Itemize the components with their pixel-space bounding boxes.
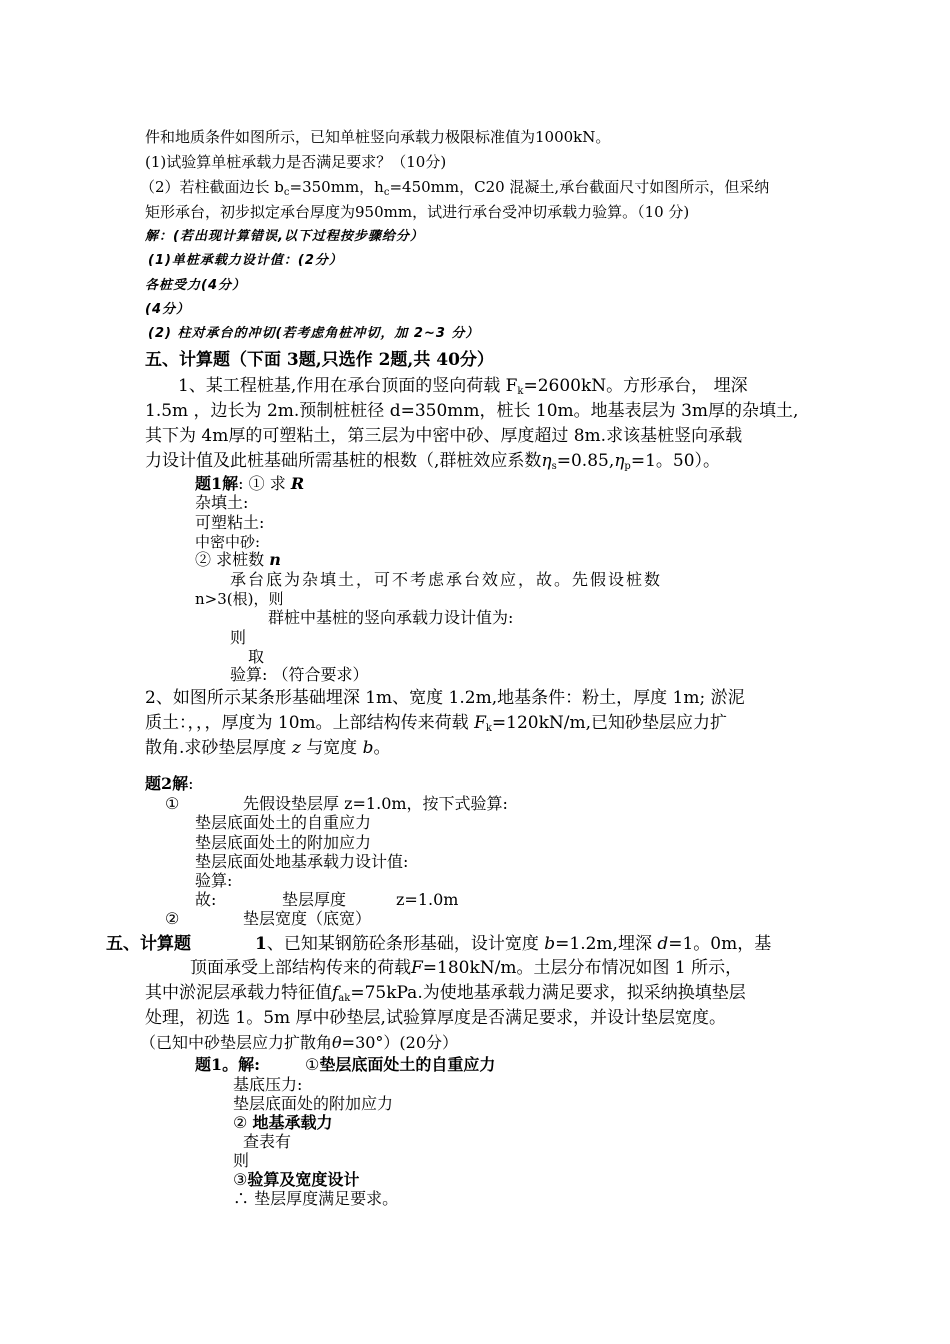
problem-text: 质土：，，，厚度为 10m。上部结构传来荷载 $F_k=120kN/m$,已知砂垫层应力扩 <box>145 713 728 734</box>
text-line: (1)试验算单桩承载力是否满足要求？（10分) <box>145 153 447 171</box>
answer-heading: 题1。解: <box>195 1055 261 1074</box>
answer-heading: 题1解: ① 求 R <box>195 474 305 493</box>
problem-text: （已知中砂垫层应力扩散角θ=30°）(20分） <box>140 1033 459 1052</box>
answer-line: 取 <box>248 647 265 666</box>
text-line: 件和地质条件如图所示，已知单桩竖向承载力极限标准值为1000kN。 <box>145 128 611 146</box>
answer-line: 查表有 <box>243 1132 292 1151</box>
answer-line: ② <box>165 909 180 928</box>
solution-heading: 解：(若出现计算错误,以下过程按步骤给分） <box>145 229 424 244</box>
problem-text: 力设计值及此桩基础所需基桩的根数（,群桩效应系数$\eta_s=0.85,\eta_p=1$。50）。 <box>145 451 721 472</box>
answer-line: ① <box>165 794 180 813</box>
answer-line: 群桩中基桩的竖向承载力设计值为: <box>268 608 514 627</box>
answer-line: 基底压力: <box>233 1075 303 1094</box>
answer-line: 中密中砂: <box>195 533 261 551</box>
answer-line: 垫层底面处的附加应力 <box>233 1094 394 1113</box>
problem-text: 处理，初选 1。5m 厚中砂垫层,试验算厚度是否满足要求，并设计垫层宽度。 <box>145 1008 726 1028</box>
problem-text: 2、如图所示某条形基础埋深 1m、宽度 1.2m,地基条件：粉土，厚度 1m; 淤泥 <box>145 688 745 708</box>
solution-step: 各桩受力(4分） <box>145 278 246 293</box>
problem-text: 其下为 4m厚的可塑粘土，第三层为中密中砂、厚度超过 8m.求该基桩竖向承载 <box>145 426 743 446</box>
answer-line: 验算: （符合要求） <box>230 665 369 684</box>
problem-text: 其中淤泥层承载力特征值$f_{ak}=75kPa$.为使地基承载力满足要求，拟采纳换填垫层 <box>145 983 746 1004</box>
answer-line: n>3(根)，则 <box>195 590 284 608</box>
problem-text: 散角.求砂垫层厚度 z 与宽度 b。 <box>145 738 391 758</box>
answer-line: ② 求桩数 n <box>195 550 281 569</box>
answer-line: ③验算及宽度设计 <box>233 1170 360 1189</box>
answer-line: ∴ 垫层厚度满足要求。 <box>233 1189 399 1208</box>
text-line: 矩形承台，初步拟定承台厚度为950mm，试进行承台受冲切承载力验算。（10 分) <box>145 203 690 221</box>
section-heading: 五、计算题（下面 3题,只选作 2题,共 40分） <box>145 350 494 370</box>
answer-line: 垫层底面处土的附加应力 <box>195 833 372 852</box>
solution-step: (1)单桩承载力设计值：(2分） <box>148 253 343 268</box>
answer-line: 则 <box>233 1151 250 1170</box>
answer-line: 先假设垫层厚 z=1.0m，按下式验算: <box>243 794 508 813</box>
answer-line: ② 地基承载力 <box>233 1113 333 1132</box>
text-line: （2）若柱截面边长 $b_c=350mm$，$h_c=450mm$，C20 混凝土,承台截面尺寸如图所示，但采纳 <box>140 178 770 198</box>
answer-line: 垫层宽度（底宽） <box>243 909 372 928</box>
answer-line: ①垫层底面处土的自重应力 <box>305 1055 496 1074</box>
section-heading: 五、计算题 <box>106 934 191 954</box>
answer-line: 故: <box>195 890 217 909</box>
answer-line: z=1.0m <box>396 890 459 909</box>
answer-line: 则 <box>230 628 247 647</box>
problem-text: 1、已知某钢筋砼条形基础，设计宽度 b=1.2m,埋深 d=1。0m，基 <box>255 934 772 954</box>
problem-text: 1.5m ，边长为 2m.预制桩桩径 d=350mm，桩长 10m。地基表层为 3m厚的杂填土, <box>145 401 799 421</box>
answer-line: 杂填土: <box>195 493 249 512</box>
problem-text: 顶面承受上部结构传来的荷载F=180kN/m。土层分布情况如图 1 所示， <box>190 958 743 978</box>
answer-line: 垫层底面处土的自重应力 <box>195 813 372 832</box>
answer-line: 可塑粘土: <box>195 513 265 532</box>
solution-step: (4分） <box>145 302 190 317</box>
answer-heading: 题2解: <box>145 774 194 793</box>
answer-line: 垫层厚度 <box>282 890 347 909</box>
answer-line: 垫层底面处地基承载力设计值: <box>195 852 409 871</box>
answer-line: 承台底为杂填土，可不考虑承台效应，故。先假设桩数 <box>230 570 663 589</box>
solution-step: (2) 柱对承台的冲切(若考虑角桩冲切，加 2~3 分） <box>148 326 480 341</box>
problem-text: 1、某工程桩基,作用在承台顶面的竖向荷载 $F_k=2600kN$。方形承台， 埋深 <box>178 376 748 397</box>
answer-line: 验算: <box>195 871 233 890</box>
